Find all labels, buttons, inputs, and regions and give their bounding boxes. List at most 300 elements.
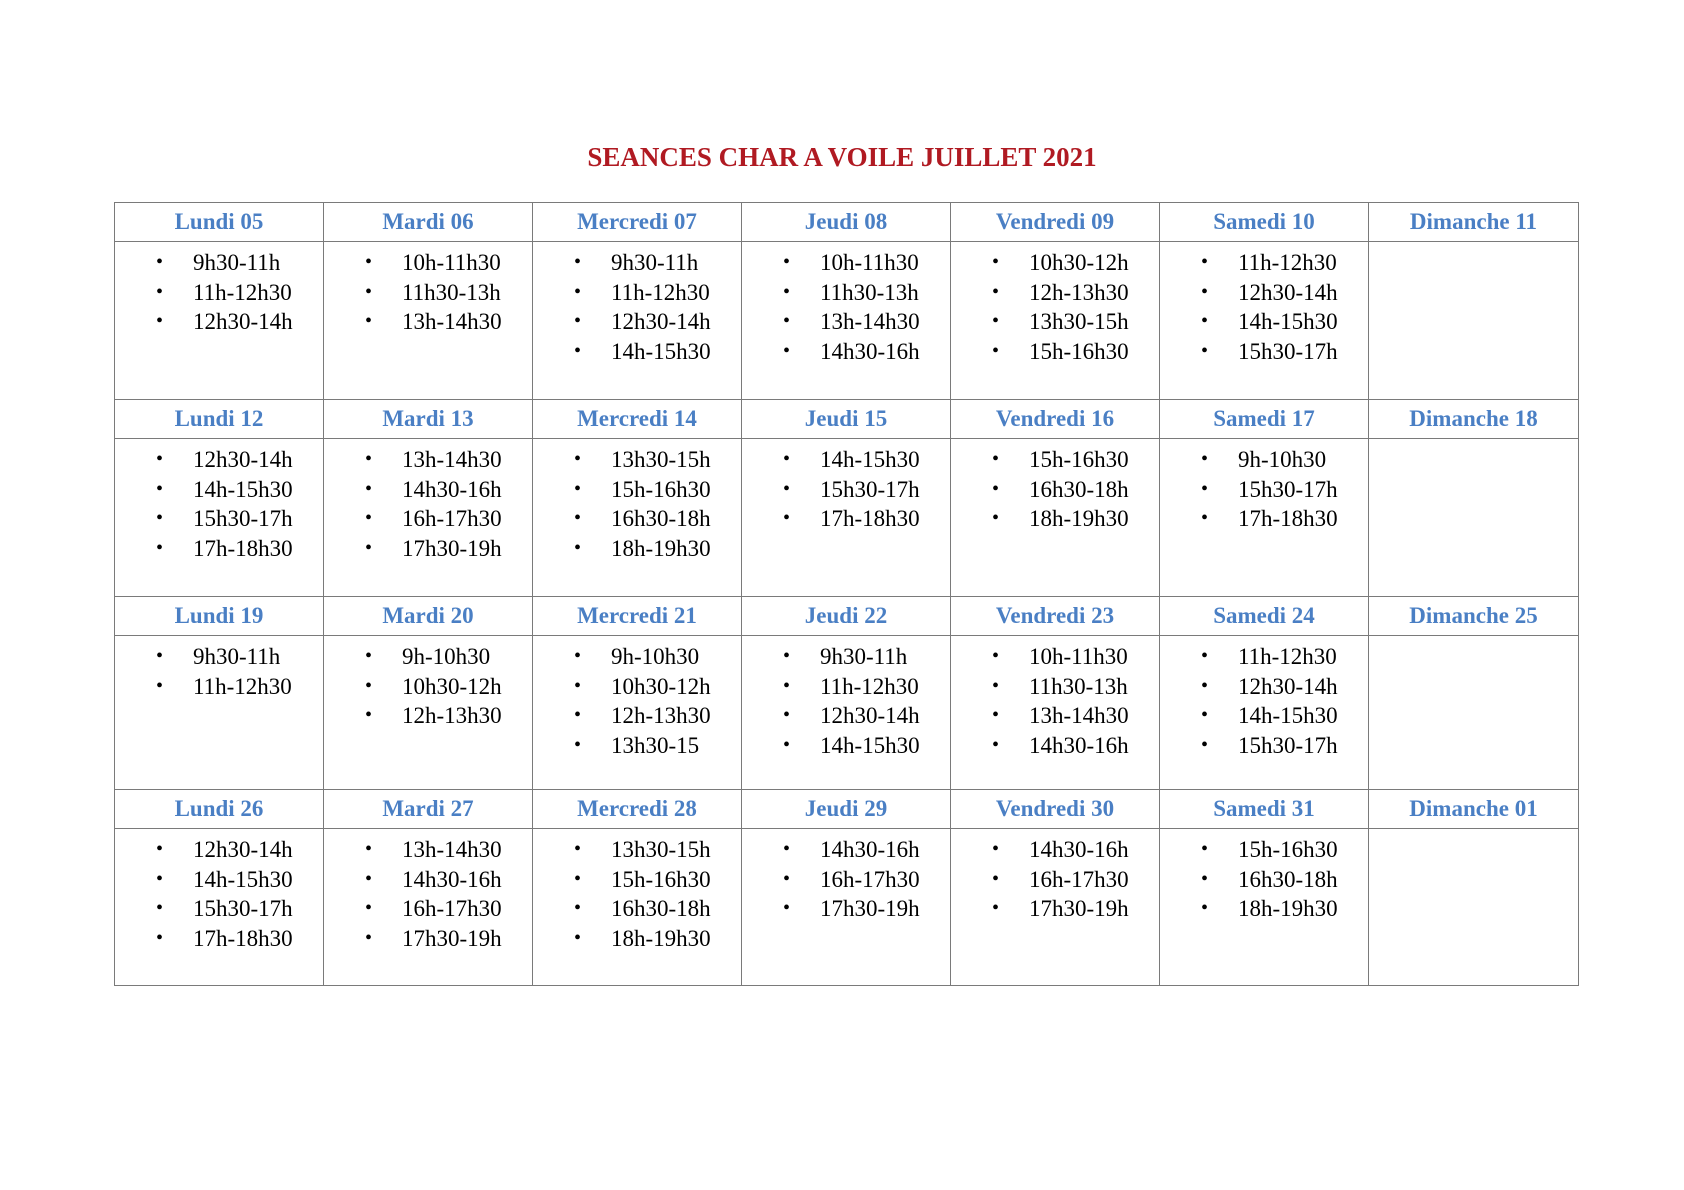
slot-list xyxy=(324,248,532,337)
bullet-icon: • xyxy=(992,339,1000,362)
bullet-icon: • xyxy=(574,897,582,919)
day-slots-cell xyxy=(533,439,742,597)
day-header: Lundi 12 xyxy=(115,400,324,439)
slot-time: 13h30-15 xyxy=(611,732,700,758)
bullet-icon: • xyxy=(992,477,1000,500)
slot-time: 15h-16h30 xyxy=(1029,338,1129,364)
day-header: Mercredi 07 xyxy=(533,203,742,242)
bullet-icon: • xyxy=(783,310,791,332)
day-header: Mardi 06 xyxy=(324,203,533,242)
slot-item xyxy=(115,445,323,475)
slot-time: 14h-15h30 xyxy=(193,866,293,892)
bullet-icon: • xyxy=(574,251,582,273)
slot-time: 13h-14h30 xyxy=(402,447,502,472)
slot-list xyxy=(951,642,1159,760)
slot-time: 17h30-19h xyxy=(820,896,920,921)
slot-time: 18h-19h30 xyxy=(1238,896,1338,921)
slot-time: 12h-13h30 xyxy=(611,703,711,728)
slot-item xyxy=(1160,307,1368,337)
slot-time: 16h-17h30 xyxy=(1029,866,1129,892)
slot-item xyxy=(742,445,950,475)
slot-list xyxy=(115,445,323,563)
bullet-icon: • xyxy=(574,674,582,697)
bullet-icon: • xyxy=(574,310,582,332)
day-header-row xyxy=(115,790,1579,829)
slot-time: 13h-14h30 xyxy=(820,309,920,334)
slot-time: 11h-12h30 xyxy=(1238,250,1337,275)
slot-row xyxy=(115,242,1579,400)
day-slots-cell xyxy=(742,829,951,986)
bullet-icon: • xyxy=(574,926,582,949)
day-slots-cell xyxy=(1160,242,1369,400)
slot-time: 13h30-15h xyxy=(611,447,711,472)
slot-item xyxy=(324,894,532,924)
bullet-icon: • xyxy=(783,704,791,726)
day-header: Jeudi 15 xyxy=(742,400,951,439)
slot-time: 17h-18h30 xyxy=(193,535,293,561)
slot-item xyxy=(742,307,950,337)
day-slots-cell xyxy=(324,636,533,790)
bullet-icon: • xyxy=(1201,674,1209,697)
slot-item xyxy=(115,278,323,308)
slot-list xyxy=(324,835,532,953)
bullet-icon: • xyxy=(156,310,164,332)
bullet-icon: • xyxy=(156,926,164,949)
slot-time: 16h-17h30 xyxy=(402,506,502,531)
slot-time: 14h30-16h xyxy=(402,476,502,502)
slot-time: 9h-10h30 xyxy=(402,644,491,669)
day-slots-cell xyxy=(951,829,1160,986)
slot-item xyxy=(324,504,532,534)
slot-time: 12h30-14h xyxy=(193,447,293,472)
slot-time: 15h-16h30 xyxy=(1029,447,1129,472)
slot-time: 10h-11h30 xyxy=(1029,644,1128,669)
slot-item xyxy=(324,672,532,702)
slot-list xyxy=(742,248,950,366)
slot-item xyxy=(742,248,950,278)
slot-item xyxy=(533,835,741,865)
slot-list xyxy=(742,835,950,924)
day-slots-cell xyxy=(1160,439,1369,597)
bullet-icon: • xyxy=(992,507,1000,529)
bullet-icon: • xyxy=(156,867,164,890)
slot-item xyxy=(115,475,323,505)
slot-item xyxy=(1160,642,1368,672)
slot-item xyxy=(951,672,1159,702)
day-header: Mardi 13 xyxy=(324,400,533,439)
bullet-icon: • xyxy=(783,507,791,529)
slot-time: 12h30-14h xyxy=(193,309,293,334)
page-title: SEANCES CHAR A VOILE JUILLET 2021 xyxy=(587,142,1097,172)
slot-item xyxy=(324,278,532,308)
bullet-icon: • xyxy=(783,867,791,890)
slot-time: 11h30-13h xyxy=(820,279,919,305)
bullet-icon: • xyxy=(1201,897,1209,919)
slot-time: 14h30-16h xyxy=(820,338,920,364)
day-header-row xyxy=(115,400,1579,439)
day-header: Jeudi 08 xyxy=(742,203,951,242)
bullet-icon: • xyxy=(992,674,1000,697)
bullet-icon: • xyxy=(992,867,1000,890)
slot-time: 12h-13h30 xyxy=(1029,279,1129,305)
slot-time: 10h-11h30 xyxy=(402,250,501,275)
slot-item xyxy=(951,278,1159,308)
bullet-icon: • xyxy=(783,897,791,919)
slot-time: 17h-18h30 xyxy=(820,506,920,531)
slot-item xyxy=(742,475,950,505)
slot-item xyxy=(115,642,323,672)
bullet-icon: • xyxy=(992,448,1000,470)
slot-item xyxy=(324,475,532,505)
bullet-icon: • xyxy=(574,645,582,667)
schedule-body xyxy=(115,203,1579,986)
bullet-icon: • xyxy=(1201,251,1209,273)
day-header: Samedi 31 xyxy=(1160,790,1369,829)
slot-time: 15h30-17h xyxy=(1238,338,1338,364)
slot-item xyxy=(951,504,1159,534)
slot-item xyxy=(1160,248,1368,278)
slot-time: 14h30-16h xyxy=(1029,837,1129,862)
bullet-icon: • xyxy=(992,310,1000,332)
slot-item xyxy=(533,307,741,337)
bullet-icon: • xyxy=(783,674,791,697)
slot-time: 15h-16h30 xyxy=(611,866,711,892)
day-header: Samedi 24 xyxy=(1160,597,1369,636)
slot-item xyxy=(115,504,323,534)
day-header: Jeudi 22 xyxy=(742,597,951,636)
slot-time: 15h30-17h xyxy=(1238,476,1338,502)
day-slots-cell xyxy=(742,439,951,597)
slot-time: 9h30-11h xyxy=(193,644,281,669)
slot-time: 13h-14h30 xyxy=(1029,703,1129,728)
slot-time: 14h-15h30 xyxy=(611,338,711,364)
slot-time: 9h30-11h xyxy=(820,644,908,669)
slot-list xyxy=(742,445,950,534)
slot-time: 15h-16h30 xyxy=(1238,837,1338,862)
day-slots-cell xyxy=(533,636,742,790)
slot-item xyxy=(951,445,1159,475)
day-slots-cell xyxy=(742,242,951,400)
slot-item xyxy=(1160,835,1368,865)
slot-time: 14h-15h30 xyxy=(820,732,920,758)
slot-item xyxy=(115,534,323,564)
day-header: Samedi 17 xyxy=(1160,400,1369,439)
bullet-icon: • xyxy=(574,280,582,303)
slot-item xyxy=(951,894,1159,924)
slot-item xyxy=(951,475,1159,505)
bullet-icon: • xyxy=(783,280,791,303)
slot-time: 10h30-12h xyxy=(1029,250,1129,275)
slot-time: 18h-19h30 xyxy=(611,925,711,951)
slot-item xyxy=(115,248,323,278)
bullet-icon: • xyxy=(156,674,164,697)
slot-item xyxy=(533,475,741,505)
slot-item xyxy=(533,731,741,761)
day-header: Vendredi 23 xyxy=(951,597,1160,636)
slot-item xyxy=(742,731,950,761)
bullet-icon: • xyxy=(365,310,373,332)
bullet-icon: • xyxy=(156,280,164,303)
slot-time: 16h30-18h xyxy=(1029,476,1129,502)
slot-time: 15h30-17h xyxy=(820,476,920,502)
slot-item xyxy=(115,835,323,865)
bullet-icon: • xyxy=(365,897,373,919)
slot-item xyxy=(324,642,532,672)
day-header: Vendredi 09 xyxy=(951,203,1160,242)
slot-item xyxy=(324,835,532,865)
slot-item xyxy=(533,894,741,924)
day-slots-cell xyxy=(324,829,533,986)
bullet-icon: • xyxy=(156,477,164,500)
bullet-icon: • xyxy=(365,645,373,667)
slot-time: 17h-18h30 xyxy=(193,925,293,951)
bullet-icon: • xyxy=(992,645,1000,667)
day-header: Jeudi 29 xyxy=(742,790,951,829)
slot-time: 14h-15h30 xyxy=(193,476,293,502)
day-header: Samedi 10 xyxy=(1160,203,1369,242)
bullet-icon: • xyxy=(156,448,164,470)
slot-item xyxy=(115,865,323,895)
slot-time: 11h-12h30 xyxy=(193,279,292,305)
day-header: Dimanche 11 xyxy=(1369,203,1579,242)
slot-item xyxy=(951,731,1159,761)
bullet-icon: • xyxy=(156,251,164,273)
slot-item xyxy=(324,865,532,895)
day-header: Dimanche 18 xyxy=(1369,400,1579,439)
bullet-icon: • xyxy=(1201,704,1209,726)
day-slots-cell xyxy=(951,439,1160,597)
day-header: Mercredi 28 xyxy=(533,790,742,829)
slot-time: 17h30-19h xyxy=(402,925,502,951)
slot-item xyxy=(742,865,950,895)
slot-time: 17h30-19h xyxy=(402,535,502,561)
slot-time: 12h30-14h xyxy=(820,703,920,728)
day-slots-cell xyxy=(115,636,324,790)
slot-list xyxy=(324,642,532,731)
bullet-icon: • xyxy=(574,838,582,860)
slot-item xyxy=(742,337,950,367)
slot-time: 11h30-13h xyxy=(1029,673,1128,699)
slot-time: 11h30-13h xyxy=(402,279,501,305)
slot-time: 14h-15h30 xyxy=(1238,703,1338,728)
day-header: Lundi 19 xyxy=(115,597,324,636)
slot-item xyxy=(533,924,741,954)
day-slots-cell xyxy=(324,242,533,400)
bullet-icon: • xyxy=(574,867,582,890)
day-slots-cell xyxy=(1369,829,1579,986)
slot-time: 10h-11h30 xyxy=(820,250,919,275)
bullet-icon: • xyxy=(992,280,1000,303)
slot-item xyxy=(951,307,1159,337)
slot-list xyxy=(951,835,1159,924)
slot-time: 15h30-17h xyxy=(193,896,293,921)
day-header: Vendredi 30 xyxy=(951,790,1160,829)
slot-list xyxy=(533,642,741,760)
day-slots-cell xyxy=(533,829,742,986)
slot-item xyxy=(115,672,323,702)
slot-time: 16h-17h30 xyxy=(820,866,920,892)
day-header: Mercredi 14 xyxy=(533,400,742,439)
bullet-icon: • xyxy=(1201,280,1209,303)
bullet-icon: • xyxy=(1201,867,1209,890)
day-slots-cell xyxy=(533,242,742,400)
slot-list xyxy=(324,445,532,563)
day-header-row xyxy=(115,597,1579,636)
schedule-table xyxy=(114,202,1579,986)
slot-time: 14h30-16h xyxy=(820,837,920,862)
bullet-icon: • xyxy=(1201,477,1209,500)
slot-time: 18h-19h30 xyxy=(611,535,711,561)
bullet-icon: • xyxy=(365,867,373,890)
bullet-icon: • xyxy=(365,926,373,949)
slot-row xyxy=(115,636,1579,790)
slot-time: 16h30-18h xyxy=(611,506,711,531)
bullet-icon: • xyxy=(365,448,373,470)
day-slots-cell xyxy=(951,242,1160,400)
slot-time: 11h-12h30 xyxy=(193,673,292,699)
slot-time: 16h-17h30 xyxy=(402,896,502,921)
slot-item xyxy=(1160,475,1368,505)
slot-time: 12h30-14h xyxy=(611,309,711,334)
slot-list xyxy=(115,642,323,701)
bullet-icon: • xyxy=(156,507,164,529)
slot-item xyxy=(324,924,532,954)
bullet-icon: • xyxy=(156,838,164,860)
slot-item xyxy=(1160,672,1368,702)
bullet-icon: • xyxy=(574,477,582,500)
slot-time: 9h30-11h xyxy=(193,250,281,275)
slot-item xyxy=(324,534,532,564)
slot-item xyxy=(533,445,741,475)
slot-list xyxy=(115,835,323,953)
bullet-icon: • xyxy=(156,897,164,919)
slot-item xyxy=(742,672,950,702)
bullet-icon: • xyxy=(992,251,1000,273)
bullet-icon: • xyxy=(1201,645,1209,667)
slot-item xyxy=(742,504,950,534)
day-slots-cell xyxy=(1369,439,1579,597)
slot-item xyxy=(951,248,1159,278)
slot-list xyxy=(951,445,1159,534)
bullet-icon: • xyxy=(365,536,373,559)
bullet-icon: • xyxy=(783,251,791,273)
slot-item xyxy=(324,248,532,278)
slot-item xyxy=(951,337,1159,367)
slot-time: 15h-16h30 xyxy=(611,476,711,502)
slot-time: 13h30-15h xyxy=(611,837,711,862)
bullet-icon: • xyxy=(783,838,791,860)
slot-item xyxy=(1160,504,1368,534)
slot-item xyxy=(951,701,1159,731)
bullet-icon: • xyxy=(365,838,373,860)
slot-list xyxy=(1160,642,1368,760)
day-header: Vendredi 16 xyxy=(951,400,1160,439)
bullet-icon: • xyxy=(992,897,1000,919)
bullet-icon: • xyxy=(1201,339,1209,362)
slot-time: 9h30-11h xyxy=(611,250,699,275)
day-header: Dimanche 25 xyxy=(1369,597,1579,636)
day-slots-cell xyxy=(324,439,533,597)
slot-time: 12h30-14h xyxy=(1238,673,1338,699)
day-slots-cell xyxy=(115,439,324,597)
slot-row xyxy=(115,829,1579,986)
slot-item xyxy=(1160,337,1368,367)
bullet-icon: • xyxy=(1201,838,1209,860)
day-header: Mardi 20 xyxy=(324,597,533,636)
slot-item xyxy=(742,894,950,924)
bullet-icon: • xyxy=(992,838,1000,860)
slot-item xyxy=(951,835,1159,865)
bullet-icon: • xyxy=(365,280,373,303)
slot-time: 13h30-15h xyxy=(1029,309,1129,334)
day-slots-cell xyxy=(1160,829,1369,986)
slot-item xyxy=(1160,731,1368,761)
slot-item xyxy=(1160,278,1368,308)
slot-item xyxy=(324,445,532,475)
slot-time: 14h30-16h xyxy=(402,866,502,892)
slot-list xyxy=(1160,445,1368,534)
slot-time: 16h30-18h xyxy=(611,896,711,921)
bullet-icon: • xyxy=(783,448,791,470)
slot-item xyxy=(533,701,741,731)
slot-item xyxy=(115,924,323,954)
bullet-icon: • xyxy=(365,507,373,529)
slot-time: 13h-14h30 xyxy=(402,309,502,334)
day-slots-cell xyxy=(951,636,1160,790)
slot-item xyxy=(742,701,950,731)
day-header: Mercredi 21 xyxy=(533,597,742,636)
bullet-icon: • xyxy=(156,536,164,559)
bullet-icon: • xyxy=(156,645,164,667)
slot-item xyxy=(742,835,950,865)
slot-item xyxy=(115,894,323,924)
slot-time: 16h30-18h xyxy=(1238,866,1338,892)
bullet-icon: • xyxy=(574,507,582,529)
day-header: Lundi 05 xyxy=(115,203,324,242)
slot-row xyxy=(115,439,1579,597)
slot-item xyxy=(1160,865,1368,895)
day-slots-cell xyxy=(1369,242,1579,400)
slot-time: 14h-15h30 xyxy=(1238,309,1338,334)
slot-time: 15h30-17h xyxy=(193,506,293,531)
slot-item xyxy=(533,504,741,534)
day-slots-cell xyxy=(115,242,324,400)
slot-time: 17h-18h30 xyxy=(1238,506,1338,531)
slot-item xyxy=(533,672,741,702)
slot-item xyxy=(951,642,1159,672)
day-header: Dimanche 01 xyxy=(1369,790,1579,829)
slot-item xyxy=(951,865,1159,895)
slot-list xyxy=(951,248,1159,366)
bullet-icon: • xyxy=(1201,507,1209,529)
slot-item xyxy=(533,278,741,308)
slot-item xyxy=(742,642,950,672)
slot-list xyxy=(1160,248,1368,366)
bullet-icon: • xyxy=(574,733,582,756)
slot-time: 18h-19h30 xyxy=(1029,506,1129,531)
slot-time: 14h30-16h xyxy=(1029,732,1129,758)
day-slots-cell xyxy=(115,829,324,986)
slot-time: 11h-12h30 xyxy=(611,279,710,305)
slot-time: 9h-10h30 xyxy=(1238,447,1327,472)
bullet-icon: • xyxy=(783,339,791,362)
bullet-icon: • xyxy=(992,733,1000,756)
slot-time: 11h-12h30 xyxy=(1238,644,1337,669)
slot-list xyxy=(742,642,950,760)
slot-item xyxy=(533,337,741,367)
bullet-icon: • xyxy=(1201,733,1209,756)
day-header-row xyxy=(115,203,1579,242)
